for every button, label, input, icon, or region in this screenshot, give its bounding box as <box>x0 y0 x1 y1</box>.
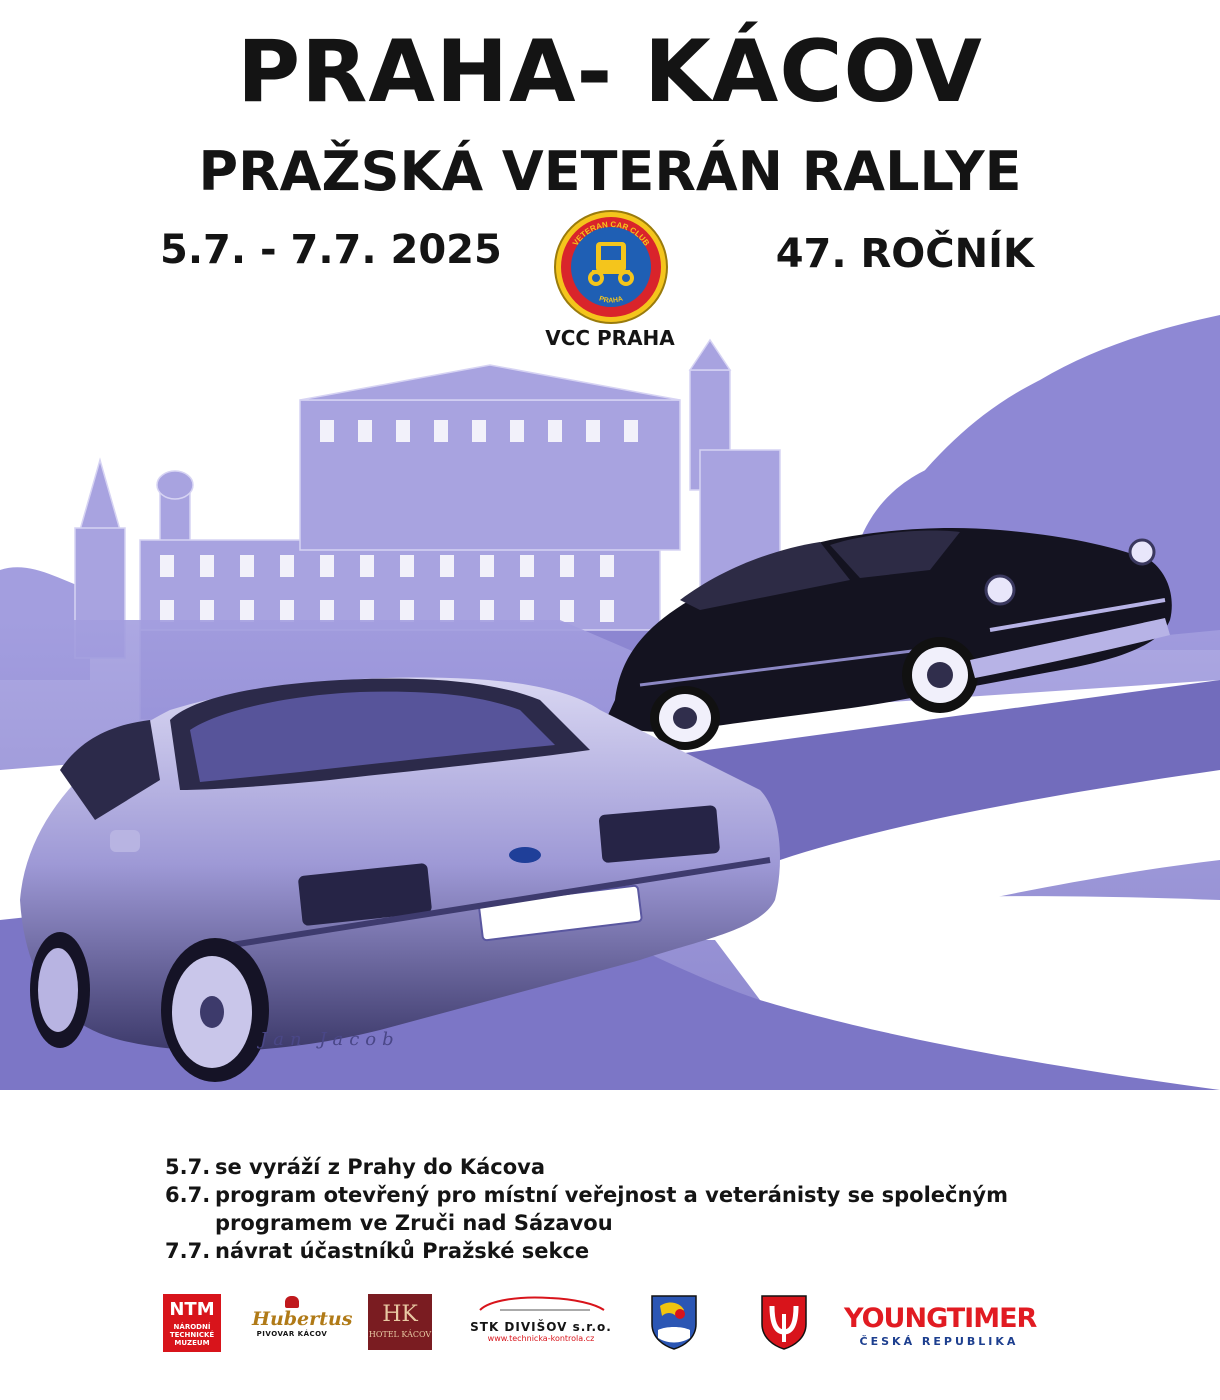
badge-bottom-text: PRAHA <box>598 295 624 305</box>
castle-window <box>280 600 294 622</box>
schedule-text: návrat účastníků Pražské sekce <box>215 1239 590 1263</box>
castle-window <box>320 555 334 577</box>
castle-window <box>320 600 334 622</box>
castle-window <box>360 555 374 577</box>
car-outline-icon <box>470 1294 612 1314</box>
hotel-kacov-logo <box>368 1294 432 1350</box>
ntm-text: NÁRODNÍ TECHNICKÉ MUZEUM <box>169 1323 215 1347</box>
castle-window <box>280 555 294 577</box>
kacov-coat-of-arms-icon <box>760 1294 808 1350</box>
castle-window <box>396 420 410 442</box>
castle-window <box>360 600 374 622</box>
castle-window <box>472 420 486 442</box>
schedule-item <box>165 1237 1065 1265</box>
schedule-item <box>165 1181 1065 1237</box>
castle-window <box>586 420 600 442</box>
crown-icon <box>285 1296 299 1308</box>
castle-window <box>480 555 494 577</box>
castle-window <box>624 420 638 442</box>
event-schedule <box>165 1153 1065 1265</box>
castle-window <box>600 600 614 622</box>
castle-window <box>548 420 562 442</box>
hubertus-sub: PIVOVAR KÁCOV <box>256 1330 328 1338</box>
castle-window <box>560 600 574 622</box>
schedule-item <box>165 1153 1065 1181</box>
badge-ring-text: VETERAN CAR CLUB <box>570 219 652 248</box>
club-name: VCC PRAHA <box>545 326 675 350</box>
castle-window <box>434 420 448 442</box>
stk-web: www.technicka-kontrola.cz <box>487 1334 595 1343</box>
youngtimer-country: ČESKÁ REPUBLIKA <box>859 1335 1019 1348</box>
castle-window <box>480 600 494 622</box>
ntm-mark: NTM <box>169 1299 215 1320</box>
castle-window <box>240 555 254 577</box>
castle-window <box>358 420 372 442</box>
event-dates: 5.7. - 7.7. 2025 <box>160 227 502 273</box>
hubertus-logo <box>252 1294 353 1352</box>
poster-title: PRAHA- KÁCOV <box>237 22 983 122</box>
schedule-text <box>215 1181 1065 1237</box>
castle-window <box>510 420 524 442</box>
hubertus-name: Hubertus <box>252 1308 353 1330</box>
castle-window <box>560 555 574 577</box>
castle-window <box>400 600 414 622</box>
castle-window <box>600 555 614 577</box>
hk-name: HOTEL KÁCOV <box>368 1330 432 1339</box>
castle-window <box>400 555 414 577</box>
stk-divisov-logo <box>470 1294 612 1350</box>
castle-window <box>160 555 174 577</box>
schedule-text-line1: program otevřený pro místní veřejnost a veteránisty se společným <box>215 1183 1009 1207</box>
artist-signature: Jan Jacob <box>260 1029 400 1050</box>
schedule-date: 6.7. <box>165 1183 211 1207</box>
youngtimer-title: YOUNGTIMER <box>844 1303 1037 1334</box>
municipal-coat-of-arms-icon <box>650 1294 698 1350</box>
hk-monogram: HK <box>382 1302 418 1327</box>
edition-label: 47. ROČNÍK <box>775 231 1034 277</box>
castle-window <box>440 600 454 622</box>
castle-window <box>440 555 454 577</box>
castle-window <box>240 600 254 622</box>
hero-illustration <box>0 300 1220 1090</box>
schedule-text: se vyráží z Prahy do Kácova <box>215 1155 546 1179</box>
sponsor-logos <box>0 1290 1220 1360</box>
castle-window <box>200 555 214 577</box>
castle-window <box>200 600 214 622</box>
castle-window <box>520 600 534 622</box>
schedule-date: 7.7. <box>165 1239 211 1263</box>
castle-window <box>520 555 534 577</box>
schedule-date: 5.7. <box>165 1155 211 1179</box>
poster-subtitle: PRAŽSKÁ VETERÁN RALLYE <box>198 140 1022 203</box>
stk-name: STK DIVIŠOV s.r.o. <box>470 1320 612 1334</box>
schedule-text-line2: programem ve Zruči nad Sázavou <box>215 1211 613 1235</box>
castle-window <box>320 420 334 442</box>
youngtimer-logo <box>844 1294 1037 1350</box>
castle-window <box>160 600 174 622</box>
ntm-logo <box>163 1294 221 1352</box>
